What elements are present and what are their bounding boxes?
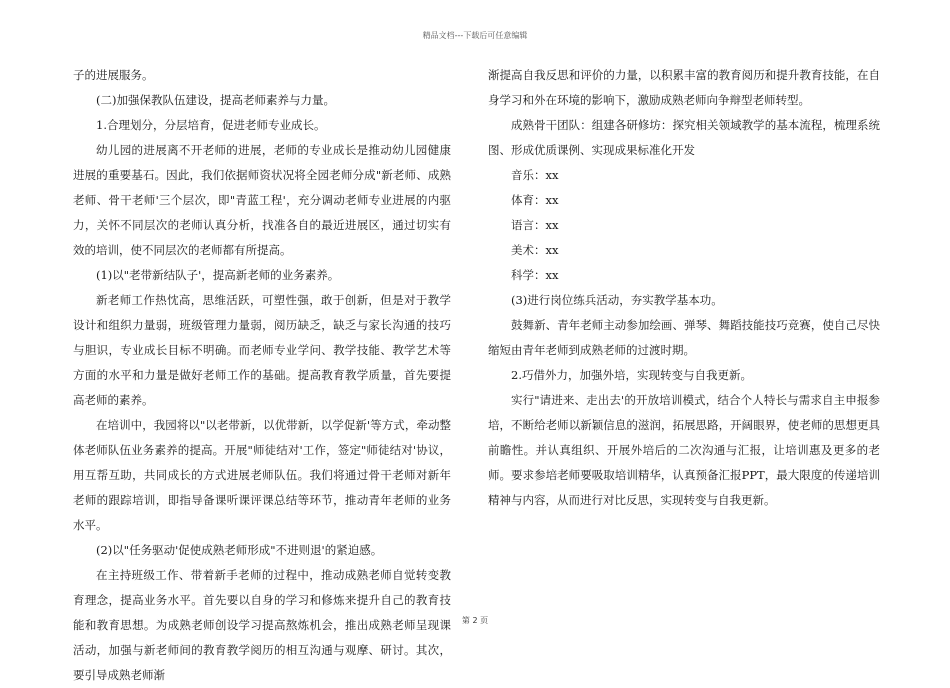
paragraph: 在培训中，我园将以"以老带新，以优带新，以学促新'等方式，牵动整体老师队伍业务素养的提高。开展"师徒结对'工作，签定"师徒结对'协议，用互帮互助，共同成长的方式进展老师队伍。我们将通过骨干老师对新年老师的跟踪培训，即指导备课听课评课总结等环节，推动青年老师的业务水平。 xyxy=(73,418,451,532)
paragraph: 成熟骨干团队：组建各研修坊：探究相关领域教学的基本流程，梳理系统图、形成优质课例、实现成果标准化开发 xyxy=(488,118,880,157)
subsection-heading: 1.合理划分，分层培育，促进老师专业成长。 xyxy=(96,118,326,132)
list-item: 体育：xx xyxy=(511,193,559,207)
paragraph: 鼓舞新、青年老师主动参加绘画、弹琴、舞蹈技能技巧竞赛，使自己尽快缩短由青年老师到成熟老师的过渡时期。 xyxy=(488,318,880,357)
paragraph: 渐提高自我反思和评价的力量，以积累丰富的教育阅历和提升教育技能，在自身学习和外在环境的影响下，激励成熟老师向争辩型老师转型。 xyxy=(488,68,880,107)
page-number: 第 2 页 xyxy=(461,616,489,625)
list-item: 科学：xx xyxy=(511,268,559,282)
list-item: 美术：xx xyxy=(511,243,559,257)
paragraph: 在主持班级工作、带着新手老师的过程中，推动成熟老师自觉转变教育理念，提高业务水平。首先要以自身的学习和修炼来提升自己的教育技能和教育思想。为成熟老师创设学习提高熬炼机会，推出成熟老师呈现课活动，加强与新老师间的教育教学阅历的相互沟通与观摩、研讨。其次，要引导成熟老师渐 xyxy=(73,568,451,682)
paragraph: 实行"请进来、走出去'的开放培训模式，结合个人特长与需求自主申报参培，不断给老师以新颖信息的滋润，拓展思路，开阔眼界，使老师的思想更具前瞻性。并认真组织、开展外培后的二次沟通与汇报，让培训惠及更多的老师。要求参培老师要吸取培训精华，认真预备汇报PPT，最大限度的传递培训精神与内容，从而进行对比反思，实现转变与自我更新。 xyxy=(488,393,880,507)
right-column xyxy=(488,63,880,513)
subsection-heading: 2.巧借外力，加强外培，实现转变与自我更新。 xyxy=(511,368,752,382)
paragraph: 子的进展服务。 xyxy=(73,68,154,82)
subsection-heading: (2)以"任务驱动'促使成熟老师形成"不进则退'的紧迫感。 xyxy=(96,543,383,557)
list-item: 语言：xx xyxy=(511,218,559,232)
subsection-heading: (3)进行岗位练兵活动，夯实教学基本功。 xyxy=(511,293,723,307)
paragraph: 幼儿园的进展离不开老师的进展，老师的专业成长是推动幼儿园健康进展的重要基石。因此，我们依据师资状况将全园老师分成"新老师、成熟老师、骨干老师'三个层次，即"青蓝工程'，充分调动老师专业进展的内驱力，关怀不同层次的老师认真分析，找准各自的最近进展区，通过切实有效的培训，使不同层次的老师都有所提高。 xyxy=(73,143,451,257)
subsection-heading: (1)以"老带新结队子'，提高新老师的业务素养。 xyxy=(96,268,340,282)
paragraph: 新老师工作热忱高，思维活跃，可塑性强，敢于创新，但是对于教学设计和组织力量弱，班级管理力量弱，阅历缺乏，缺乏与家长沟通的技巧与胆识，专业成长目标不明确。而老师专业学问、教学技能、教学艺术等方面的水平和力量是做好老师工作的基础。提高教育教学质量，首先要提高老师的素养。 xyxy=(73,293,451,407)
page-header: 精品文档---下载后可任意编辑 xyxy=(422,31,528,40)
section-heading: (二)加强保教队伍建设，提高老师素养与力量。 xyxy=(96,93,335,107)
left-column xyxy=(73,63,451,688)
list-item: 音乐：xx xyxy=(511,168,559,182)
